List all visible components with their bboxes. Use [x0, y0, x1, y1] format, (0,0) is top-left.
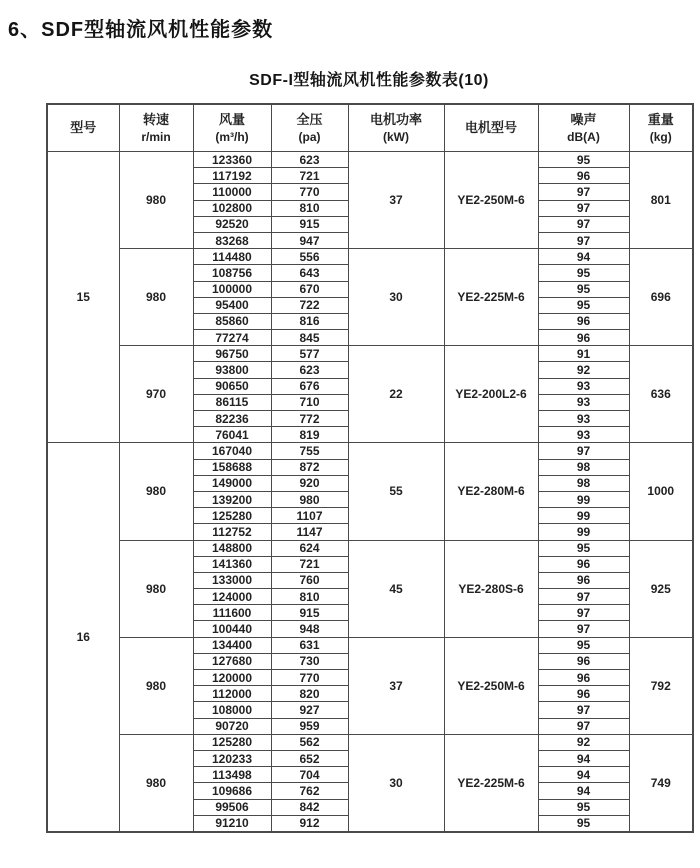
noise-cell: 92: [538, 362, 629, 378]
speed-cell: 980: [119, 443, 193, 540]
column-header-airflow: [193, 104, 271, 152]
pressure-cell: 948: [271, 621, 348, 637]
airflow-cell: 100440: [193, 621, 271, 637]
column-unit: (m³/h): [215, 129, 249, 144]
pressure-cell: 920: [271, 475, 348, 491]
airflow-cell: 123360: [193, 152, 271, 168]
pressure-cell: 722: [271, 297, 348, 313]
weight-cell: 749: [629, 734, 693, 832]
pressure-cell: 820: [271, 686, 348, 702]
table-row: [47, 346, 693, 362]
noise-cell: 96: [538, 670, 629, 686]
table-header: [47, 104, 693, 152]
pressure-cell: 810: [271, 200, 348, 216]
noise-cell: 94: [538, 249, 629, 265]
header-row: [47, 104, 693, 152]
column-header-model: [47, 104, 119, 152]
power-cell: 45: [348, 540, 444, 637]
noise-cell: 98: [538, 475, 629, 491]
page-title: 6、SDF型轴流风机性能参数: [8, 19, 274, 41]
fan-spec-table: [46, 103, 694, 833]
noise-cell: 97: [538, 621, 629, 637]
airflow-cell: 117192: [193, 168, 271, 184]
motor-model-cell: YE2-280S-6: [444, 540, 538, 637]
pressure-cell: 710: [271, 394, 348, 410]
airflow-cell: 111600: [193, 605, 271, 621]
pressure-cell: 624: [271, 540, 348, 556]
pressure-cell: 772: [271, 411, 348, 427]
pressure-cell: 643: [271, 265, 348, 281]
column-label: 噪声: [570, 112, 597, 128]
airflow-cell: 125280: [193, 508, 271, 524]
airflow-cell: 149000: [193, 475, 271, 491]
column-unit: (kW): [383, 129, 409, 144]
weight-cell: 1000: [629, 443, 693, 540]
airflow-cell: 112752: [193, 524, 271, 540]
column-header-noise: [538, 104, 629, 152]
column-header-pressure: [271, 104, 348, 152]
noise-cell: 96: [538, 572, 629, 588]
pressure-cell: 912: [271, 815, 348, 832]
table-title: SDF-I型轴流风机性能参数表(10): [249, 72, 489, 89]
pressure-cell: 762: [271, 783, 348, 799]
pressure-cell: 980: [271, 491, 348, 507]
noise-cell: 96: [538, 330, 629, 346]
airflow-cell: 167040: [193, 443, 271, 459]
noise-cell: 97: [538, 718, 629, 734]
column-label: 电机功率: [369, 112, 422, 128]
noise-cell: 97: [538, 605, 629, 621]
pressure-cell: 915: [271, 605, 348, 621]
pressure-cell: 770: [271, 670, 348, 686]
column-unit: dB(A): [567, 129, 600, 144]
pressure-cell: 730: [271, 653, 348, 669]
pressure-cell: 1107: [271, 508, 348, 524]
pressure-cell: 670: [271, 281, 348, 297]
noise-cell: 96: [538, 686, 629, 702]
airflow-cell: 86115: [193, 394, 271, 410]
noise-cell: 97: [538, 589, 629, 605]
noise-cell: 95: [538, 152, 629, 168]
noise-cell: 99: [538, 508, 629, 524]
power-cell: 30: [348, 734, 444, 832]
pressure-cell: 915: [271, 216, 348, 232]
column-label: 型号: [70, 120, 97, 136]
airflow-cell: 91210: [193, 815, 271, 832]
noise-cell: 95: [538, 637, 629, 653]
speed-cell: 980: [119, 152, 193, 249]
pressure-cell: 947: [271, 232, 348, 248]
airflow-cell: 124000: [193, 589, 271, 605]
airflow-cell: 76041: [193, 427, 271, 443]
model-cell: 16: [47, 443, 119, 832]
pressure-cell: 623: [271, 362, 348, 378]
airflow-cell: 148800: [193, 540, 271, 556]
motor-model-cell: YE2-200L2-6: [444, 346, 538, 443]
airflow-cell: 120000: [193, 670, 271, 686]
airflow-cell: 134400: [193, 637, 271, 653]
noise-cell: 93: [538, 427, 629, 443]
pressure-cell: 623: [271, 152, 348, 168]
noise-cell: 94: [538, 750, 629, 766]
pressure-cell: 676: [271, 378, 348, 394]
airflow-cell: 92520: [193, 216, 271, 232]
pressure-cell: 721: [271, 168, 348, 184]
noise-cell: 97: [538, 184, 629, 200]
airflow-cell: 99506: [193, 799, 271, 815]
airflow-cell: 82236: [193, 411, 271, 427]
pressure-cell: 562: [271, 734, 348, 750]
pressure-cell: 845: [271, 330, 348, 346]
motor-model-cell: YE2-280M-6: [444, 443, 538, 540]
column-header-weight: [629, 104, 693, 152]
pressure-cell: 816: [271, 313, 348, 329]
airflow-cell: 95400: [193, 297, 271, 313]
noise-cell: 95: [538, 540, 629, 556]
noise-cell: 95: [538, 815, 629, 832]
airflow-cell: 90720: [193, 718, 271, 734]
speed-cell: 980: [119, 540, 193, 637]
pressure-cell: 652: [271, 750, 348, 766]
column-header-speed: [119, 104, 193, 152]
airflow-cell: 133000: [193, 572, 271, 588]
weight-cell: 792: [629, 637, 693, 734]
airflow-cell: 110000: [193, 184, 271, 200]
pressure-cell: 721: [271, 556, 348, 572]
airflow-cell: 127680: [193, 653, 271, 669]
airflow-cell: 93800: [193, 362, 271, 378]
weight-cell: 696: [629, 249, 693, 346]
airflow-cell: 113498: [193, 767, 271, 783]
column-header-motor-model: [444, 104, 538, 152]
table-row: [47, 249, 693, 265]
noise-cell: 97: [538, 216, 629, 232]
pressure-cell: 770: [271, 184, 348, 200]
airflow-cell: 139200: [193, 491, 271, 507]
speed-cell: 980: [119, 637, 193, 734]
table-row: [47, 637, 693, 653]
pressure-cell: 577: [271, 346, 348, 362]
airflow-cell: 108756: [193, 265, 271, 281]
table-row: [47, 734, 693, 750]
airflow-cell: 158688: [193, 459, 271, 475]
noise-cell: 97: [538, 200, 629, 216]
pressure-cell: 819: [271, 427, 348, 443]
column-label: 风量: [218, 112, 245, 128]
airflow-cell: 125280: [193, 734, 271, 750]
motor-model-cell: YE2-250M-6: [444, 152, 538, 249]
motor-model-cell: YE2-225M-6: [444, 249, 538, 346]
airflow-cell: 112000: [193, 686, 271, 702]
pressure-cell: 1147: [271, 524, 348, 540]
noise-cell: 95: [538, 281, 629, 297]
motor-model-cell: YE2-225M-6: [444, 734, 538, 832]
power-cell: 37: [348, 152, 444, 249]
column-unit: (pa): [298, 129, 321, 144]
airflow-cell: 100000: [193, 281, 271, 297]
column-unit: r/min: [141, 129, 171, 144]
column-label: 重量: [647, 112, 674, 128]
column-label: 转速: [142, 112, 169, 128]
pressure-cell: 755: [271, 443, 348, 459]
pressure-cell: 959: [271, 718, 348, 734]
weight-cell: 636: [629, 346, 693, 443]
weight-cell: 801: [629, 152, 693, 249]
noise-cell: 91: [538, 346, 629, 362]
noise-cell: 93: [538, 378, 629, 394]
pressure-cell: 810: [271, 589, 348, 605]
airflow-cell: 83268: [193, 232, 271, 248]
noise-cell: 93: [538, 394, 629, 410]
speed-cell: 980: [119, 734, 193, 832]
airflow-cell: 102800: [193, 200, 271, 216]
pressure-cell: 760: [271, 572, 348, 588]
table-row: [47, 540, 693, 556]
airflow-cell: 77274: [193, 330, 271, 346]
airflow-cell: 141360: [193, 556, 271, 572]
noise-cell: 96: [538, 313, 629, 329]
pressure-cell: 631: [271, 637, 348, 653]
airflow-cell: 109686: [193, 783, 271, 799]
noise-cell: 93: [538, 411, 629, 427]
noise-cell: 96: [538, 653, 629, 669]
power-cell: 37: [348, 637, 444, 734]
column-header-power: [348, 104, 444, 152]
noise-cell: 96: [538, 168, 629, 184]
noise-cell: 95: [538, 799, 629, 815]
pressure-cell: 704: [271, 767, 348, 783]
airflow-cell: 96750: [193, 346, 271, 362]
noise-cell: 95: [538, 265, 629, 281]
power-cell: 22: [348, 346, 444, 443]
table-row: [47, 443, 693, 459]
model-cell: 15: [47, 152, 119, 443]
column-unit: (kg): [649, 129, 672, 144]
noise-cell: 99: [538, 524, 629, 540]
airflow-cell: 90650: [193, 378, 271, 394]
table-body: [47, 152, 693, 832]
airflow-cell: 108000: [193, 702, 271, 718]
speed-cell: 970: [119, 346, 193, 443]
motor-model-cell: YE2-250M-6: [444, 637, 538, 734]
noise-cell: 96: [538, 556, 629, 572]
noise-cell: 94: [538, 767, 629, 783]
column-label: 电机型号: [464, 120, 517, 136]
noise-cell: 97: [538, 702, 629, 718]
pressure-cell: 842: [271, 799, 348, 815]
weight-cell: 925: [629, 540, 693, 637]
airflow-cell: 120233: [193, 750, 271, 766]
pressure-cell: 927: [271, 702, 348, 718]
airflow-cell: 114480: [193, 249, 271, 265]
table-row: [47, 152, 693, 168]
noise-cell: 94: [538, 783, 629, 799]
noise-cell: 99: [538, 491, 629, 507]
noise-cell: 95: [538, 297, 629, 313]
airflow-cell: 85860: [193, 313, 271, 329]
document-page: [0, 13, 700, 833]
speed-cell: 980: [119, 249, 193, 346]
noise-cell: 97: [538, 443, 629, 459]
power-cell: 55: [348, 443, 444, 540]
noise-cell: 97: [538, 232, 629, 248]
column-label: 全压: [296, 112, 323, 128]
noise-cell: 92: [538, 734, 629, 750]
noise-cell: 98: [538, 459, 629, 475]
power-cell: 30: [348, 249, 444, 346]
pressure-cell: 556: [271, 249, 348, 265]
pressure-cell: 872: [271, 459, 348, 475]
